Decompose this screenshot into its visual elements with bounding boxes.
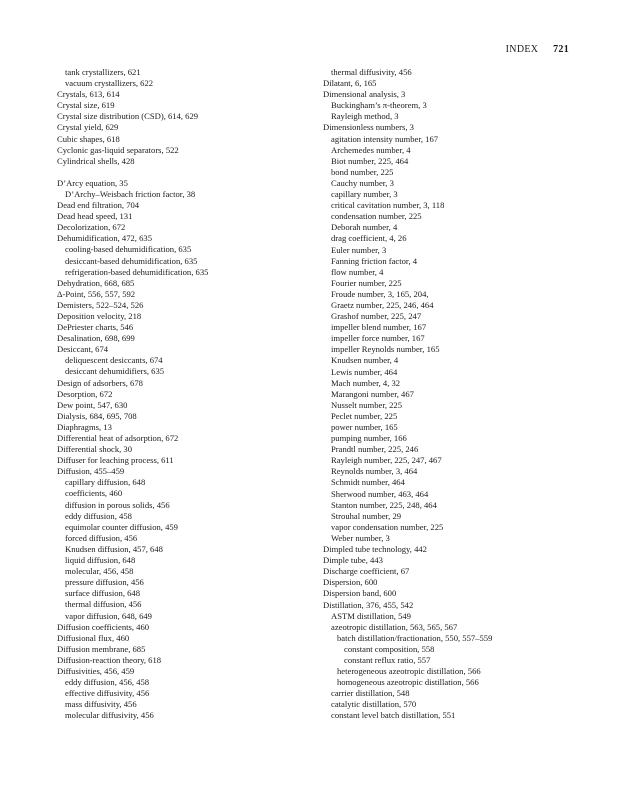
index-subentry: deliquescent desiccants, 674 — [65, 355, 163, 366]
index-subentry: azeotropic distillation, 563, 565, 567 — [331, 621, 458, 632]
index-subentry: eddy diffusion, 458 — [65, 510, 132, 521]
index-entry: D’Arcy equation, 35 — [57, 177, 128, 188]
index-subentry: critical cavitation number, 3, 118 — [331, 200, 445, 211]
index-entry: Crystal size, 619 — [57, 100, 115, 111]
index-entry: Diffusion coefficients, 460 — [57, 621, 150, 632]
index-subentry: power number, 165 — [331, 422, 398, 432]
index-subentry: impeller blend number, 167 — [331, 322, 427, 333]
index-entry: Dead head speed, 131 — [57, 211, 133, 222]
index-subentry: carrier distillation, 548 — [331, 688, 410, 699]
index-entry: Decolorization, 672 — [57, 222, 126, 233]
index-subentry: vacuum crystallizers, 622 — [65, 78, 154, 89]
index-entry: Demisters, 522–524, 526 — [57, 299, 144, 310]
index-entry: Desorption, 672 — [57, 388, 113, 399]
index-subentry: Archemedes number, 4 — [331, 144, 411, 155]
index-subentry: heterogeneous azeotropic distillation, 566 — [337, 666, 481, 677]
index-entry: Desalination, 698, 699 — [57, 333, 135, 344]
index-subentry: equimolar counter diffusion, 459 — [65, 521, 178, 532]
index-entry: Crystal yield, 629 — [57, 122, 119, 133]
index-subentry: flow number, 4 — [331, 266, 384, 277]
index-subentry: D’Archy–Weisbach friction factor, 38 — [65, 188, 196, 199]
index-subentry: impeller Reynolds number, 165 — [331, 344, 440, 355]
index-subentry: constant level batch distillation, 551 — [331, 710, 456, 721]
index-entry: Dehydration, 668, 685 — [57, 277, 135, 288]
index-entry: Cylindrical shells, 428 — [57, 155, 135, 166]
index-entry: Dispersion band, 600 — [323, 588, 397, 599]
index-subentry: impeller force number, 167 — [331, 333, 425, 344]
index-entry: Cubic shapes, 618 — [57, 133, 120, 144]
index-subentry: capillary number, 3 — [331, 189, 398, 200]
index-entry: Cyclonic gas-liquid separators, 522 — [57, 144, 179, 155]
index-subentry: Graetz number, 225, 246, 464 — [331, 299, 434, 310]
index-subentry: effective diffusivity, 456 — [65, 688, 150, 699]
index-subentry: Strouhal number, 29 — [331, 510, 402, 521]
index-subentry: Biot number, 225, 464 — [331, 155, 409, 166]
index-entry: Crystal size distribution (CSD), 614, 629 — [57, 111, 199, 122]
index-subentry: Grashof number, 225, 247 — [331, 311, 422, 322]
index-subentry: condensation number, 225 — [331, 211, 422, 222]
index-entry: Deposition velocity, 218 — [57, 310, 142, 321]
index-subentry: catalytic distillation, 570 — [331, 699, 417, 710]
index-subentry: molecular diffusivity, 456 — [65, 710, 154, 721]
index-subentry: desiccant-based dehumidification, 635 — [65, 255, 198, 266]
index-column-left — [57, 67, 327, 721]
index-subentry: Knudsen number, 4 — [331, 355, 399, 366]
index-subentry: tank crystallizers, 621 — [65, 67, 141, 77]
index-entry: Differential heat of adsorption, 672 — [57, 433, 179, 443]
index-entry: Dimple tube, 443 — [323, 555, 383, 566]
index-subentry: Rayleigh method, 3 — [331, 111, 399, 122]
index-subentry: vapor condensation number, 225 — [331, 521, 444, 532]
index-entry: Dispersion, 600 — [323, 577, 378, 588]
index-subentry: surface diffusion, 648 — [65, 588, 141, 599]
index-subentry: ASTM distillation, 549 — [331, 610, 411, 621]
index-subentry: Buckingham’s π-theorem, 3 — [331, 100, 427, 111]
index-subentry: desiccant dehumidifiers, 635 — [65, 366, 165, 377]
index-subentry: Reynolds number, 3, 464 — [331, 466, 418, 477]
index-subentry: agitation intensity number, 167 — [331, 133, 439, 144]
index-entry: Crystals, 613, 614 — [57, 89, 120, 100]
index-entry: Design of adsorbers, 678 — [57, 377, 143, 388]
index-subentry: Schmidt number, 464 — [331, 477, 405, 488]
index-entry: Differential shock, 30 — [57, 444, 133, 455]
index-entry: Dimensionless numbers, 3 — [323, 122, 414, 133]
index-entry: Dimensional analysis, 3 — [323, 89, 406, 100]
index-entry: Diffusion membrane, 685 — [57, 643, 146, 654]
index-subentry: coefficients, 460 — [65, 488, 123, 499]
index-subentry: Prandtl number, 225, 246 — [331, 444, 419, 455]
index-subentry: Stanton number, 225, 248, 464 — [331, 499, 437, 510]
index-subentry: vapor diffusion, 648, 649 — [65, 610, 152, 621]
index-entry: Dimpled tube technology, 442 — [323, 544, 427, 555]
index-subentry: constant reflux ratio, 557 — [344, 654, 431, 665]
index-entry: Diffuser for leaching process, 611 — [57, 455, 174, 466]
index-subentry: cooling-based dehumidification, 635 — [65, 244, 192, 255]
index-subentry: Cauchy number, 3 — [331, 177, 394, 188]
index-entry: Dehumidification, 472, 635 — [57, 233, 152, 244]
index-subentry: thermal diffusion, 456 — [65, 599, 142, 610]
index-subentry: constant composition, 558 — [344, 643, 435, 654]
index-subentry: Euler number, 3 — [331, 244, 387, 255]
index-subentry: pressure diffusion, 456 — [65, 577, 144, 588]
index-entry: DePriester charts, 546 — [57, 322, 134, 333]
index-entry: Dilatant, 6, 165 — [323, 78, 377, 89]
index-column-right — [323, 67, 593, 722]
index-subentry: thermal diffusivity, 456 — [331, 67, 412, 77]
index-subentry: drag coefficient, 4, 26 — [331, 233, 407, 244]
index-subentry: Rayleigh number, 225, 247, 467 — [331, 455, 442, 466]
index-subentry: homogeneous azeotropic distillation, 566 — [337, 677, 479, 688]
index-subentry: Mach number, 4, 32 — [331, 377, 401, 388]
page-number: 721 — [553, 44, 569, 55]
index-entry: Dead end filtration, 704 — [57, 200, 140, 211]
header-section-title: INDEX — [505, 44, 539, 55]
index-subentry: refrigeration-based dehumidification, 635 — [65, 266, 209, 277]
index-entry: Dew point, 547, 630 — [57, 399, 128, 410]
index-subentry: capillary diffusion, 648 — [65, 477, 146, 488]
index-subentry: Peclet number, 225 — [331, 410, 398, 421]
index-entry: Diffusional flux, 460 — [57, 632, 130, 643]
index-subentry: diffusion in porous solids, 456 — [65, 499, 170, 510]
index-subentry: Sherwood number, 463, 464 — [331, 488, 429, 499]
index-subentry: Marangoni number, 467 — [331, 388, 414, 399]
index-entry: Discharge coefficient, 67 — [323, 566, 410, 577]
index-subentry: mass diffusivity, 456 — [65, 699, 137, 710]
index-subentry: eddy diffusion, 456, 458 — [65, 677, 150, 688]
index-subentry: bond number, 225 — [331, 166, 394, 177]
index-entry: Desiccant, 674 — [57, 344, 109, 355]
index-subentry: liquid diffusion, 648 — [65, 555, 136, 566]
index-subentry: Weber number, 3 — [331, 532, 390, 543]
index-entry: Diffusivities, 456, 459 — [57, 665, 135, 676]
index-subentry: Froude number, 3, 165, 204, — [331, 288, 429, 299]
index-subentry: Nusselt number, 225 — [331, 399, 403, 410]
index-subentry: molecular, 456, 458 — [65, 566, 134, 577]
index-entry: Diffusion-reaction theory, 618 — [57, 654, 162, 665]
running-header — [506, 44, 569, 55]
index-entry: Δ-Point, 556, 557, 592 — [57, 288, 136, 299]
index-subentry: Knudsen diffusion, 457, 648 — [65, 543, 163, 554]
index-subentry: batch distillation/fractionation, 550, 557–559 — [337, 632, 493, 643]
index-entry: Diffusion, 455–459 — [57, 466, 125, 477]
index-subentry: Fanning friction factor, 4 — [331, 255, 418, 266]
index-subentry: Deborah number, 4 — [331, 222, 398, 233]
index-entry: Distillation, 376, 455, 542 — [323, 599, 414, 610]
index-subentry: forced diffusion, 456 — [65, 532, 138, 543]
index-subentry: Lewis number, 464 — [331, 366, 398, 377]
index-entry: Dialysis, 684, 695, 708 — [57, 410, 137, 421]
index-entry: Diaphragms, 13 — [57, 421, 112, 432]
index-subentry: pumping number, 166 — [331, 433, 407, 444]
index-subentry: Fourier number, 225 — [331, 277, 402, 288]
